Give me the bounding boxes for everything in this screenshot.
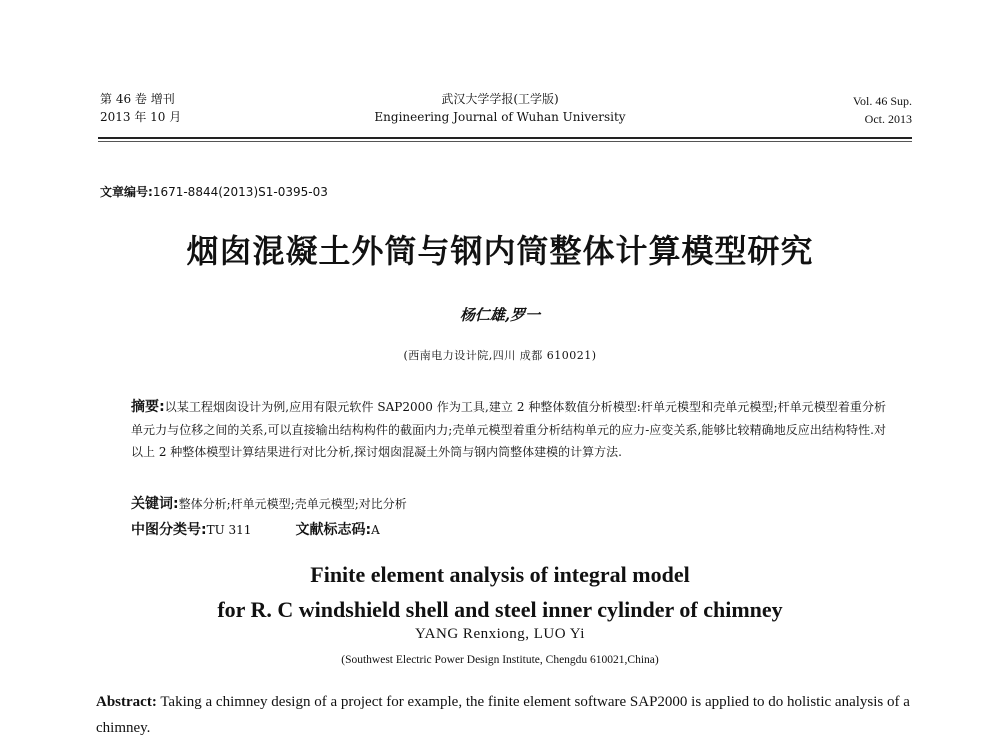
article-number-value: 1671-8844(2013)S1-0395-03 [152, 185, 328, 199]
affiliation-chinese: (西南电力设计院,四川 成都 610021) [403, 349, 597, 362]
header-date-cn: 2013 年 10 月 [100, 110, 182, 124]
header-vol-en: Vol. 46 Sup. [852, 94, 912, 108]
header-journal [0, 90, 1000, 126]
journal-name-cn: 武汉大学学报(工学版) [441, 92, 559, 106]
doc-code-value: A [371, 523, 380, 537]
header-rule-thick [98, 137, 912, 139]
article-number [100, 183, 328, 200]
doc-code-label: 文献标志码: [295, 522, 372, 538]
authors-english: YANG Renxiong, LUO Yi [415, 626, 585, 642]
clc-label: 中图分类号: [131, 522, 207, 538]
header-date-en: Oct. 2013 [864, 112, 912, 126]
abstract-chinese-text: 以某工程烟囱设计为例,应用有限元软件 SAP2000 作为工具,建立 2 种整体数值分析模型:杆单元模型和壳单元模型;杆单元模型着重分析单元力与位移之间的关系,可以直接输出结构构件的截面内力;壳单元模型着重分析结构单元的应力-应变关系,能够比较精确地反应出结构特性.对以上 2 种整体模型计算结果进行对比分析,探讨烟囱混凝土外筒与钢内筒整体建模的计算方法. [131, 400, 886, 459]
header-volume: 第 46 卷 增刊 [100, 92, 175, 106]
journal-name-en: Engineering Journal of Wuhan University [374, 110, 626, 124]
header-volume-en [853, 92, 912, 128]
affiliation-english: (Southwest Electric Power Design Institute, Chengdu 610021,China) [341, 654, 659, 666]
title-english-line1: Finite element analysis of integral model [310, 562, 690, 587]
clc-value: TU 311 [206, 523, 252, 537]
abstract-english [96, 689, 912, 741]
article-number-label: 文章编号: [100, 185, 153, 199]
header-rule-thin [98, 141, 912, 142]
authors-chinese: 杨仁雄,罗一 [459, 306, 541, 324]
abstract-english-text: Taking a chimney design of a project for example, the finite element software SAP2000 is applied to do holistic analysis of a chimney. [96, 694, 910, 736]
keywords-chinese [131, 493, 407, 513]
abstract-chinese [131, 396, 886, 464]
keywords-chinese-label: 关键词: [131, 496, 179, 512]
keywords-chinese-text: 整体分析;杆单元模型;壳单元模型;对比分析 [178, 497, 407, 511]
title-english [0, 557, 1000, 627]
title-english-line2: for R. C windshield shell and steel inner cylinder of chimney [217, 597, 783, 622]
abstract-chinese-label: 摘要: [131, 399, 165, 415]
classification-chinese [131, 519, 380, 539]
title-chinese: 烟囱混凝土外筒与钢内筒整体计算模型研究 [186, 232, 814, 270]
abstract-english-label: Abstract: [96, 694, 157, 710]
